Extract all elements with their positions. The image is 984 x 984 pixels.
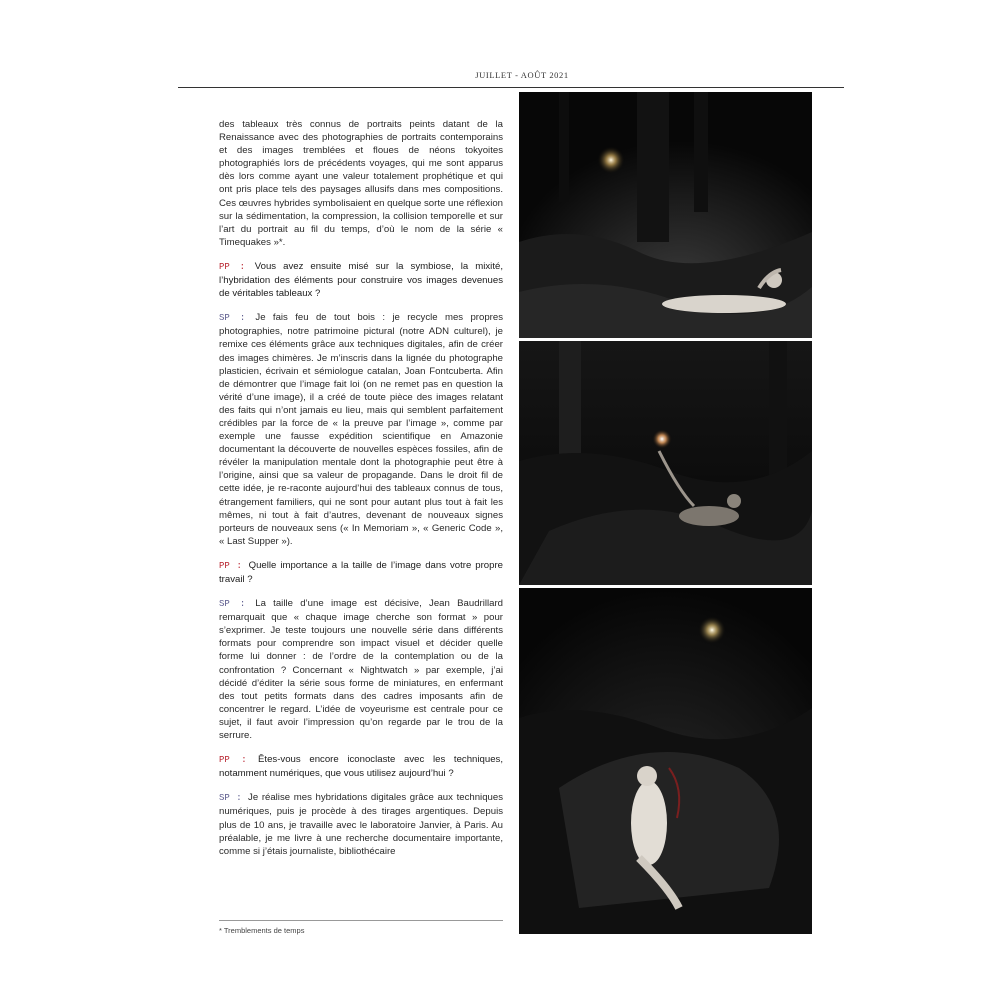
paragraph-question (219, 559, 503, 586)
photo-reclining-figure (519, 92, 812, 338)
interviewer-label: PP : (219, 755, 259, 766)
paragraph-text: Vous avez ensuite misé sur la symbiose, la mixité, l’hybridation des éléments pour construire vos images devenues de véritables tableaux ? (219, 260, 503, 300)
article-body (219, 118, 503, 869)
issue-date-header: JUILLET - AOÛT 2021 (475, 70, 569, 80)
paragraph-text: Quelle importance a la taille de l’image dans votre propre travail ? (219, 559, 504, 585)
paragraph-question (219, 260, 503, 300)
header-rule (178, 87, 844, 88)
paragraph-text: des tableaux très connus de portraits peints datant de la Renaissance avec des photographies de portraits contemporains et des images tremblées et floues de néons tokyoites photographiés lors de précédents voyages, qui me sont apparus dès lors comme ayant une valeur totalement prophétique et qui ont pris place tels des paysages allusifs dans mes compositions. Ces œuvres hybrides symbolisaient en quelque sorte une réflexion sur la sédimentation, la compression, la collision temporelle et sur l’art du portrait au fil du temps, d’où le nom de la série « Timequakes »*. (219, 119, 503, 248)
footnote-rule (219, 920, 503, 921)
paragraph-text: Je réalise mes hybridations digitales grâce aux techniques numériques, puis je procède à des tirages argentiques. Depuis plus de 10 ans, je travaille avec le laboratoire Janvier, à Paris. Au préalable, je me livre à une recherche documentaire importante, comme si j’étais journaliste, bibliothécaire (219, 792, 503, 857)
interviewee-label: SP : (219, 599, 256, 610)
footnote: * Tremblements de temps (219, 926, 305, 935)
paragraph-text: Je fais feu de tout bois : je recycle mes propres photographies, notre patrimoine pictural (notre ADN culturel), je remixe ces éléments grâce aux techniques digitales, afin de créer des images chimères. Je m’inscris dans la lignée du photographe plasticien, écrivain et sémiologue catalan, Joan Fontcuberta. Afin de démontrer que l’image fait loi (on ne remet pas en question la vérité d’une image), il a créé de toute pièce des images relatant des faits qui n’ont jamais eu lieu, mais qui semblent parfaitement crédibles par la force de « la preuve par l’image », comme par exemple une fausse expédition scientifique en Amazonie documentant la découverte de nouvelles espèces fossiles, afin de révéler la manipulation mentale dont la photographie peut être à l’origine, ainsi que sa valeur de propagande. Dans le droit fil de cette idée, je re-raconte aujourd’hui des tableaux connus de tous, étrangement familiers, qui ne sont pour autant plus tout à fait les mêmes, ni tout à fait d’autres, devenant de nouveaux signes porteurs de nouveaux sens (« In Memoriam », « Generic Code », « Last Supper »). (219, 312, 503, 547)
paragraph-answer (219, 597, 503, 742)
interviewer-label: PP : (219, 560, 249, 571)
interviewer-label: PP : (219, 261, 255, 272)
paragraph-text: La taille d’une image est décisive, Jean Baudrillard remarquait que « chaque image cherche son format » pour s’exprimer. Je teste toujours une nouvelle série dans différents formats pour comprendre son impact visuel et décider quelle forme lui donner : de l’ordre de la contemplation ou de la confrontation ? Concernant « Nightwatch » par exemple, j’ai décidé d’éditer la série sous forme de miniatures, en enfermant des tout petits formats dans des cadres imposants afin de concentrer le regard. L’idée de voyeurisme est centrale pour ce sujet, il faut avoir l’impression qu’on regarde par le trou de la serrure. (219, 598, 503, 742)
paragraph-text: Êtes-vous encore iconoclaste avec les techniques, notamment numériques, que vous utilisez aujourd’hui ? (219, 754, 503, 780)
paragraph-question (219, 753, 503, 780)
paragraph-answer (219, 791, 503, 857)
photo-seated-figure (519, 588, 812, 934)
paragraph-answer (219, 118, 503, 249)
interviewee-label: SP : (219, 313, 256, 324)
paragraph-answer (219, 311, 503, 548)
photo-figure-with-light (519, 341, 812, 585)
interviewee-label: SP : (219, 793, 249, 804)
